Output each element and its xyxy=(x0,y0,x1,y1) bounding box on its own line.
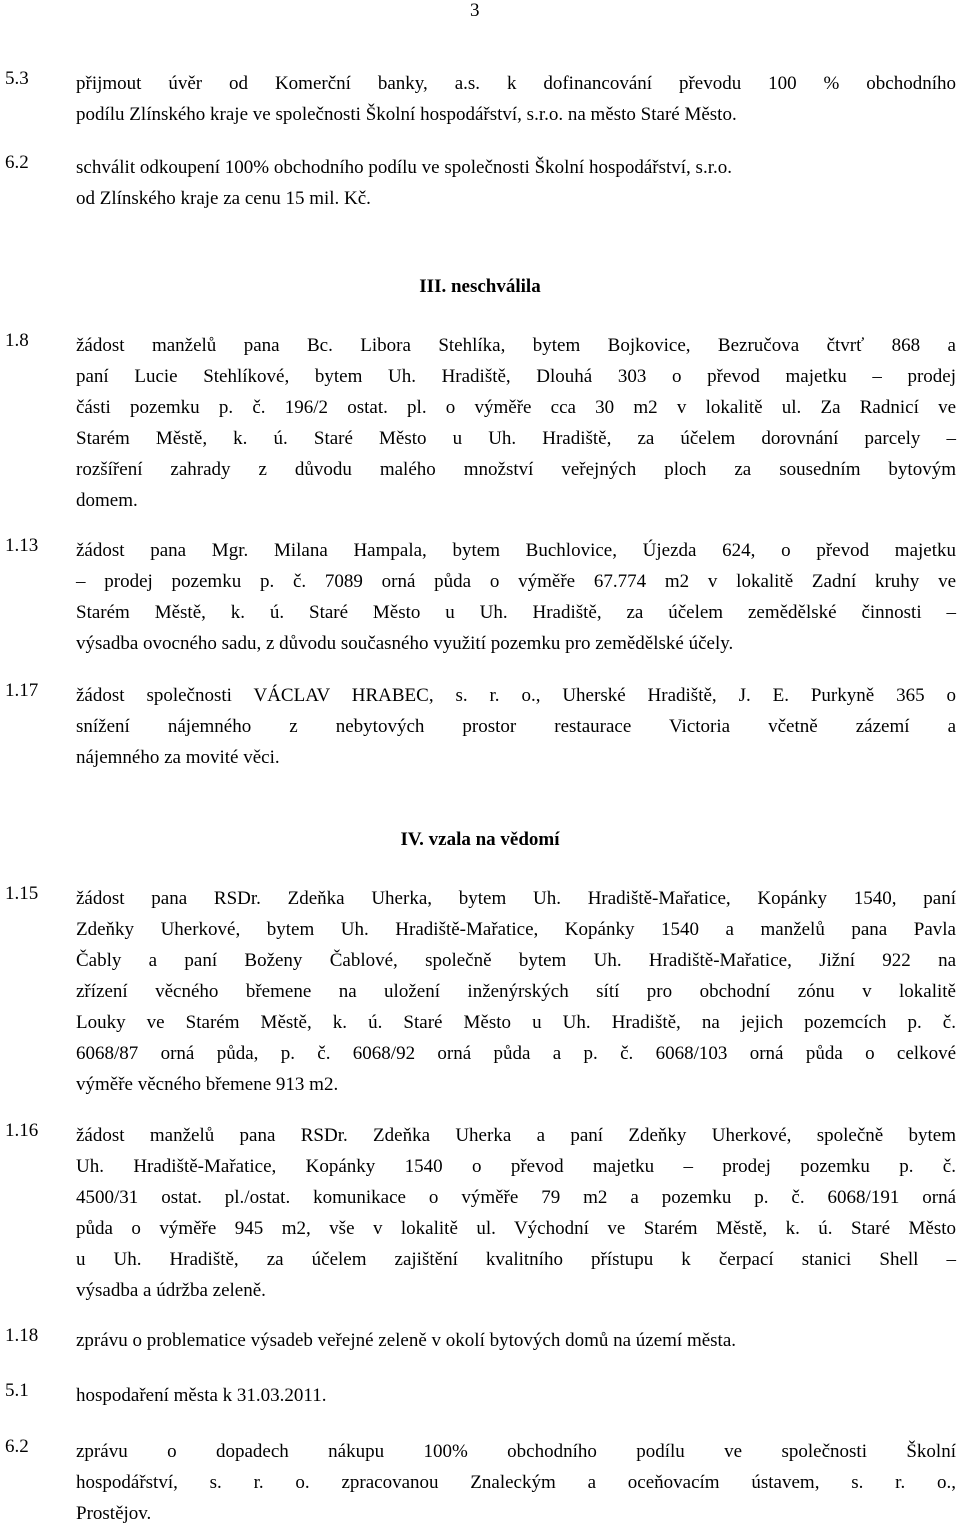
text-line: 4500/31 ostat. pl./ostat. komunikace o výměře 79 m2 a pozemku p. č. 6068/191 orná xyxy=(76,1187,956,1208)
item-text xyxy=(76,535,956,659)
text-line: hospodářství, s. r. o. zpracovanou Znaleckým a oceňovacím ústavem, s. r. o., xyxy=(76,1472,956,1493)
text-line: – prodej pozemku p. č. 7089 orná půda o výměře 67.774 m2 v lokalitě Zadní kruhy ve xyxy=(76,571,956,592)
item-text xyxy=(76,680,956,773)
text-line: části pozemku p. č. 196/2 ostat. pl. o výměře cca 30 m2 v lokalitě ul. Za Radnicí ve xyxy=(76,397,956,418)
text-line: Starém Městě, k. ú. Staré Město u Uh. Hradiště, za účelem zemědělské činnosti – xyxy=(76,602,956,623)
item-number: 6.2 xyxy=(5,1436,29,1457)
text-line: přijmout úvěr od Komerční banky, a.s. k dofinancování převodu 100 % obchodního xyxy=(76,73,956,94)
section-heading-iii: III. neschválila xyxy=(419,276,541,297)
text-line: výměře věcného břemene 913 m2. xyxy=(76,1074,339,1095)
text-line: schválit odkoupení 100% obchodního podílu ve společnosti Školní hospodářství, s.r.o. xyxy=(76,157,732,178)
item-number: 6.2 xyxy=(5,152,29,173)
text-line: žádost manželů pana Bc. Libora Stehlíka, bytem Bojkovice, Bezručova čtvrť 868 a xyxy=(76,335,956,356)
text-line: snížení nájemného z nebytových prostor restaurace Victoria včetně zázemí a xyxy=(76,716,956,737)
item-text xyxy=(76,152,956,214)
item-number: 1.16 xyxy=(5,1120,39,1141)
item-text xyxy=(76,1325,956,1356)
text-line: žádost manželů pana RSDr. Zdeňka Uherka a paní Zdeňky Uherkové, společně bytem xyxy=(76,1125,956,1146)
section-heading-iv: IV. vzala na vědomí xyxy=(400,829,560,850)
text-line: výsadba ovocného sadu, z důvodu současného využití pozemku pro zemědělské účely. xyxy=(76,633,734,654)
text-line: podílu Zlínského kraje ve společnosti Školní hospodářství, s.r.o. na město Staré Město. xyxy=(76,104,737,125)
text-line: Louky ve Starém Městě, k. ú. Staré Město u Uh. Hradiště, na jejich pozemcích p. č. xyxy=(76,1012,956,1033)
item-number: 1.17 xyxy=(5,680,39,701)
text-line: rozšíření zahrady z důvodu malého množství veřejných ploch za sousedním bytovým xyxy=(76,459,956,480)
text-line: Prostějov. xyxy=(76,1503,152,1524)
item-text xyxy=(76,1380,956,1411)
item-text xyxy=(76,1120,956,1306)
item-number: 1.8 xyxy=(5,330,29,351)
text-line: půda o výměře 945 m2, vše v lokalitě ul. Východní ve Starém Městě, k. ú. Staré Město xyxy=(76,1218,956,1239)
text-line: od Zlínského kraje za cenu 15 mil. Kč. xyxy=(76,188,371,209)
text-line: zprávu o problematice výsadeb veřejné zeleně v okolí bytových domů na území města. xyxy=(76,1330,737,1351)
page-number: 3 xyxy=(470,0,480,21)
text-line: žádost pana Mgr. Milana Hampala, bytem Buchlovice, Újezda 624, o převod majetku xyxy=(76,540,956,561)
text-line: paní Lucie Stehlíkové, bytem Uh. Hradiště, Dlouhá 303 o převod majetku – prodej xyxy=(76,366,956,387)
text-line: žádost společnosti VÁCLAV HRABEC, s. r. o., Uherské Hradiště, J. E. Purkyně 365 o xyxy=(76,685,956,706)
item-number: 1.13 xyxy=(5,535,39,556)
text-line: Zdeňky Uherkové, bytem Uh. Hradiště-Mařatice, Kopánky 1540 a manželů pana Pavla xyxy=(76,919,956,940)
item-text xyxy=(76,1436,956,1529)
item-number: 1.15 xyxy=(5,883,39,904)
text-line: nájemného za movité věci. xyxy=(76,747,280,768)
item-text xyxy=(76,68,956,130)
text-line: Starém Městě, k. ú. Staré Město u Uh. Hradiště, za účelem dorovnání parcely – xyxy=(76,428,956,449)
text-line: 6068/87 orná půda, p. č. 6068/92 orná půda a p. č. 6068/103 orná půda o celkové xyxy=(76,1043,956,1064)
item-text xyxy=(76,330,956,516)
item-number: 5.3 xyxy=(5,68,29,89)
text-line: zprávu o dopadech nákupu 100% obchodního podílu ve společnosti Školní xyxy=(76,1441,956,1462)
text-line: žádost pana RSDr. Zdeňka Uherka, bytem Uh. Hradiště-Mařatice, Kopánky 1540, paní xyxy=(76,888,956,909)
text-line: výsadba a údržba zeleně. xyxy=(76,1280,266,1301)
text-line: Uh. Hradiště-Mařatice, Kopánky 1540 o převod majetku – prodej pozemku p. č. xyxy=(76,1156,956,1177)
item-number: 1.18 xyxy=(5,1325,39,1346)
item-number: 5.1 xyxy=(5,1380,29,1401)
text-line: Čably a paní Boženy Čablové, společně bytem Uh. Hradiště-Mařatice, Jižní 922 na xyxy=(76,950,956,971)
text-line: hospodaření města k 31.03.2011. xyxy=(76,1385,327,1406)
text-line: domem. xyxy=(76,490,138,511)
text-line: u Uh. Hradiště, za účelem zajištění kvalitního přístupu k čerpací stanici Shell – xyxy=(76,1249,956,1270)
text-line: zřízení věcného břemene na uložení inženýrských sítí pro obchodní zónu v lokalitě xyxy=(76,981,956,1002)
item-text xyxy=(76,883,956,1100)
